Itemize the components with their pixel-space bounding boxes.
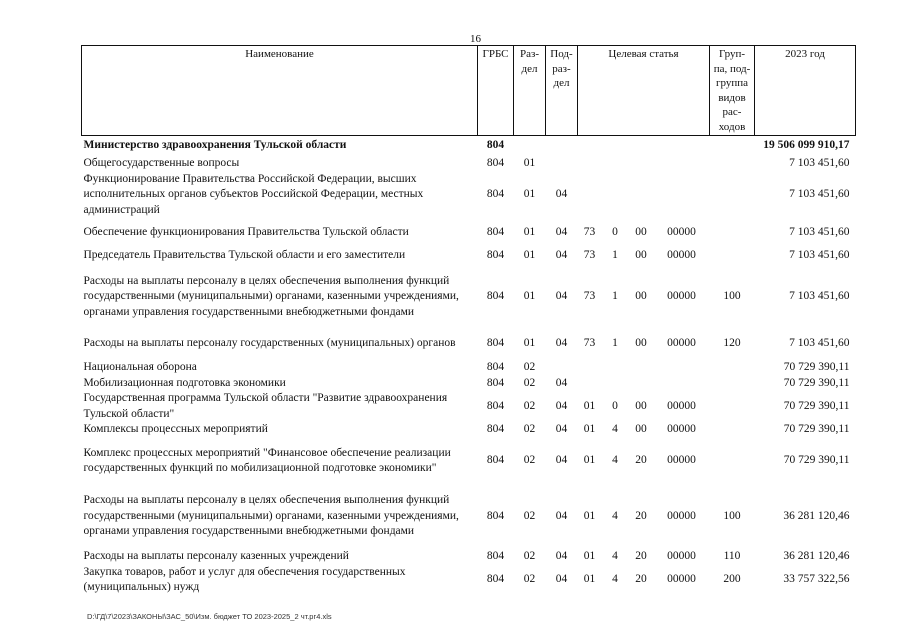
row-razdel: 02 [523,509,536,522]
row-name: Расходы на выплаты персоналу в целях обеспечения выполнения функций государственными (муниципальными) органами, казенными учреждениями, органами управления государственными внебюджетными фондами [83,274,459,318]
table-row [82,485,856,549]
row-amount: 70 729 390,11 [783,454,850,467]
row-target-subprogram: 1 [612,290,618,303]
row-target-subprogram: 4 [612,573,618,586]
row-podrazdel: 04 [555,454,568,467]
row-podrazdel [546,156,578,172]
table-row [82,156,856,172]
row-expense-group [710,136,755,156]
row-target-direction [629,136,654,156]
row-target-program: 73 [583,249,596,262]
row-expense-group [710,422,755,438]
table-row [82,171,856,219]
row-razdel: 01 [523,188,536,201]
row-podrazdel: 04 [555,249,568,262]
table-row [82,246,856,266]
row-target-code: 00000 [667,573,696,586]
row-target-program [578,136,602,156]
row-target-code: 00000 [667,225,696,238]
row-target-program: 01 [583,549,596,562]
row-amount: 7 103 451,60 [789,225,850,238]
row-target-code: 00000 [667,423,696,435]
row-expense-group [710,246,755,266]
row-target-code [654,171,710,219]
row-target-direction [629,171,654,219]
row-razdel: 01 [523,156,536,169]
row-expense-group [710,171,755,219]
row-grbs: 804 [486,549,505,562]
row-razdel: 01 [523,290,536,303]
row-amount: 7 103 451,60 [789,337,850,350]
row-amount: 7 103 451,60 [789,249,850,262]
row-target-subprogram: 0 [612,225,618,238]
row-razdel: 02 [523,399,536,412]
row-target-program: 01 [583,423,596,435]
table-row [82,565,856,596]
row-expense-group [710,360,755,376]
row-target-program: 01 [583,509,596,522]
row-name: Комплексы процессных мероприятий [83,423,268,435]
row-expense-group [710,156,755,172]
table-row [82,549,856,565]
row-target-subprogram [602,156,629,172]
header-expense-group: Груп- па, под- группа видов рас- ходов [710,46,755,136]
header-name: Наименование [82,46,478,136]
row-podrazdel: 04 [555,399,568,412]
row-target-program: 01 [583,399,596,412]
row-target-direction [629,376,654,392]
row-target-code: 00000 [667,290,696,303]
row-grbs: 804 [486,423,505,435]
row-target-subprogram [602,360,629,376]
row-name: Общегосударственные вопросы [83,156,240,169]
row-grbs: 804 [486,509,505,522]
row-target-subprogram [602,376,629,392]
row-target-subprogram [602,136,629,156]
row-expense-group: 200 [723,573,741,586]
row-target-program [578,156,602,172]
row-name: Национальная оборона [83,361,197,373]
row-amount: 7 103 451,60 [789,290,850,303]
row-target-direction: 20 [635,454,647,467]
budget-table [81,45,856,596]
row-target-direction: 20 [635,573,647,586]
row-target-direction: 00 [635,249,647,262]
row-podrazdel: 04 [555,509,568,522]
row-name: Председатель Правительства Тульской области и его заместители [83,249,406,262]
row-grbs: 804 [486,573,505,586]
table-row [82,266,856,328]
row-amount: 70 729 390,11 [783,376,850,389]
row-target-program [578,360,602,376]
row-amount: 19 506 099 910,17 [763,139,850,151]
row-expense-group: 100 [723,509,741,522]
row-amount: 70 729 390,11 [783,361,850,373]
row-target-code: 00000 [667,337,696,350]
row-amount: 7 103 451,60 [789,188,850,201]
row-target-direction: 00 [635,423,647,435]
table-body [82,136,856,596]
row-grbs: 804 [486,290,505,303]
table-header-row [82,46,856,136]
table-row [82,438,856,485]
row-razdel: 02 [523,361,536,373]
row-razdel: 02 [523,454,536,467]
row-target-code: 00000 [667,549,696,562]
row-grbs: 804 [486,225,505,238]
row-razdel [514,136,546,156]
row-target-program: 73 [583,290,596,303]
row-target-code [654,136,710,156]
table-row [82,422,856,438]
row-target-code [654,376,710,392]
row-target-direction: 00 [635,225,647,238]
row-name: Обеспечение функционирования Правительства Тульской области [83,225,409,238]
row-razdel: 01 [523,337,536,350]
row-podrazdel: 04 [555,573,568,586]
row-name: Комплекс процессных мероприятий "Финансовое обеспечение реализации государственных функций по мобилизационной подготовке экономики" [83,446,451,474]
row-target-program [578,171,602,219]
row-target-code: 00000 [667,509,696,522]
row-target-subprogram: 0 [612,399,618,412]
row-target-direction [629,360,654,376]
row-expense-group [710,438,755,485]
row-target-code [654,360,710,376]
row-target-subprogram: 4 [612,423,618,435]
row-amount: 70 729 390,11 [783,423,850,435]
row-target-direction: 00 [635,290,647,303]
row-target-code: 00000 [667,454,696,467]
row-grbs: 804 [486,139,505,151]
row-grbs: 804 [486,337,505,350]
table-row [82,328,856,360]
row-razdel: 02 [523,423,536,435]
row-podrazdel: 04 [555,290,568,303]
header-podrazdel: Под- раз- дел [546,46,578,136]
page-number: 16 [470,33,481,45]
row-podrazdel: 04 [555,549,568,562]
table-row [82,136,856,156]
row-target-program: 01 [583,454,596,467]
row-target-code: 00000 [667,249,696,262]
row-podrazdel: 04 [555,423,568,435]
row-grbs: 804 [486,454,505,467]
row-target-subprogram: 4 [612,509,618,522]
row-grbs: 804 [486,376,505,389]
row-expense-group: 110 [723,549,741,562]
header-grbs: ГРБС [478,46,514,136]
row-expense-group: 100 [723,290,741,303]
row-name: Функционирование Правительства Российской Федерации, высших исполнительных органов субъектов Российской Федерации, местных администраций [83,172,424,216]
row-podrazdel: 04 [555,188,568,201]
row-target-program: 73 [583,337,596,350]
row-podrazdel: 04 [555,376,568,389]
row-target-subprogram: 4 [612,549,618,562]
table-row [82,376,856,392]
row-target-program [578,376,602,392]
row-razdel: 01 [523,249,536,262]
row-target-subprogram: 1 [612,249,618,262]
row-target-code [654,156,710,172]
row-razdel: 02 [523,573,536,586]
header-target-article: Целевая статья [578,46,710,136]
row-amount: 70 729 390,11 [783,399,850,412]
row-target-program: 01 [583,573,596,586]
row-name: Государственная программа Тульской области "Развитие здравоохранения Тульской области" [83,392,448,420]
row-podrazdel: 04 [555,337,568,350]
row-grbs: 804 [486,156,505,169]
row-target-direction: 20 [635,549,647,562]
row-grbs: 804 [486,249,505,262]
row-target-subprogram [602,171,629,219]
row-expense-group: 120 [723,337,741,350]
row-name: Министерство здравоохранения Тульской области [83,139,347,151]
row-amount: 36 281 120,46 [783,549,850,562]
row-target-subprogram: 1 [612,337,618,350]
row-razdel: 01 [523,225,536,238]
row-target-direction [629,156,654,172]
row-grbs: 804 [486,399,505,412]
row-target-direction: 00 [635,399,647,412]
row-grbs: 804 [486,361,505,373]
row-amount: 7 103 451,60 [789,156,850,169]
row-target-direction: 20 [635,509,647,522]
row-podrazdel [546,360,578,376]
row-target-code: 00000 [667,399,696,412]
row-expense-group [710,391,755,422]
row-razdel: 02 [523,376,536,389]
header-razdel: Раз- дел [514,46,546,136]
row-expense-group [710,376,755,392]
row-expense-group [710,219,755,246]
row-podrazdel [546,136,578,156]
header-year: 2023 год [755,46,856,136]
row-target-subprogram: 4 [612,454,618,467]
row-amount: 33 757 322,56 [783,573,850,586]
row-name: Расходы на выплаты персоналу в целях обеспечения выполнения функций государственными (муниципальными) органами, казенными учреждениями, органами управления государственными внебюджетными фондами [83,494,459,538]
table-row [82,219,856,246]
row-name: Расходы на выплаты персоналу казенных учреждений [83,549,349,562]
row-amount: 36 281 120,46 [783,509,850,522]
table-row [82,360,856,376]
table-row [82,391,856,422]
row-podrazdel: 04 [555,225,568,238]
row-name: Расходы на выплаты персоналу государственных (муниципальных) органов [83,337,456,350]
row-name: Закупка товаров, работ и услуг для обеспечения государственных (муниципальных) нужд [83,565,406,593]
row-name: Мобилизационная подготовка экономики [83,376,286,389]
row-target-direction: 00 [635,337,647,350]
row-target-program: 73 [583,225,596,238]
file-path-footer: D:\ГД\7\2023\ЗАКОНЫ\ЗАС_50\Изм. бюджет ТО 2023-2025_2 чт.рг4.xls [87,612,332,621]
row-razdel: 02 [523,549,536,562]
row-grbs: 804 [486,188,505,201]
